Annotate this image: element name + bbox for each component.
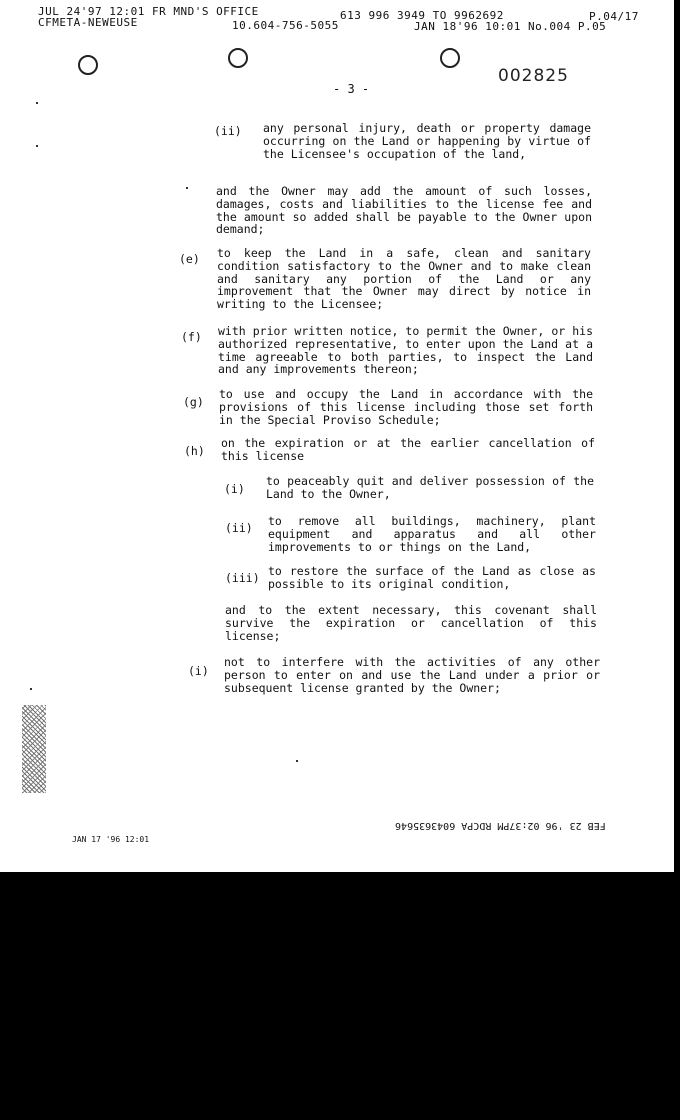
item-text: to keep the Land in a safe, clean and sanitary condition satisfactory to the Owner and to make clean and sanitary any portion of the Land or any improvement that the Owner may direct by notice in writing to the Licensee; xyxy=(217,246,591,312)
fax-header-number: 10.604-756-5055 xyxy=(232,19,339,32)
item-text: and to the extent necessary, this covenant shall survive the expiration or cancellation of this license; xyxy=(225,603,597,643)
item-text: on the expiration or at the earlier cancellation of this license xyxy=(221,436,595,463)
fax-header-line1: JUL 24'97 12:01 FR MND'S OFFICE xyxy=(38,5,259,18)
scan-speck xyxy=(36,145,38,147)
scan-speck xyxy=(36,102,38,104)
item-label: (iii) xyxy=(225,571,260,585)
item-label: (f) xyxy=(181,330,202,344)
footer-timestamp: JAN 17 '96 12:01 xyxy=(72,835,150,844)
item-label: (h) xyxy=(184,444,205,458)
item-label: (e) xyxy=(179,252,200,266)
item-label: (g) xyxy=(183,395,204,409)
item-text: to restore the surface of the Land as close as possible to its original condition, xyxy=(268,564,596,591)
page-number: - 3 - xyxy=(333,82,370,96)
item-label: (i) xyxy=(224,482,245,496)
fax-header-right-line2: JAN 18'96 10:01 No.004 P.05 xyxy=(414,20,607,33)
scan-speck xyxy=(296,760,298,762)
fax-page-top: P.04/17 xyxy=(589,10,639,23)
item-text: with prior written notice, to permit the Owner, or his authorized representative, to enter upon the Land at a time agreeable to both parties, to inspect the Land and any improvements thereon; xyxy=(218,324,593,377)
punch-hole-icon xyxy=(440,48,460,68)
punch-hole-icon xyxy=(228,48,248,68)
scan-noise xyxy=(22,705,46,793)
scan-speck xyxy=(30,688,32,690)
item-label: (i) xyxy=(188,664,209,678)
document-stamp: 002825 xyxy=(498,66,569,86)
punch-hole-icon xyxy=(78,55,98,75)
scan-speck xyxy=(186,187,188,189)
item-label: (ii) xyxy=(214,124,242,138)
item-text: to peaceably quit and deliver possession of the Land to the Owner, xyxy=(266,474,594,501)
item-label: (ii) xyxy=(225,521,253,535)
item-text: to use and occupy the Land in accordance with the provisions of this license including those set forth in the Special Proviso Schedule; xyxy=(219,387,593,427)
fax-header-line2: CFMETA-NEWEUSE xyxy=(38,16,138,29)
fax-header-right-line1: 613 996 3949 TO 9962692 xyxy=(340,9,504,22)
item-text: any personal injury, death or property damage occurring on the Land or happening by virtue of the Licensee's occupation of the land, xyxy=(263,121,591,161)
item-text: to remove all buildings, machinery, plant equipment and apparatus and all other improvements to or things on the Land, xyxy=(268,514,596,554)
footer-inverted-header: FEB 23 '96 02:37PM RDCPA 6043635646 xyxy=(395,820,606,831)
item-text: and the Owner may add the amount of such losses, damages, costs and liabilities to the license fee and the amount so added shall be payable to the Owner upon demand; xyxy=(216,184,592,237)
item-text: not to interfere with the activities of any other person to enter on and use the Land under a prior or subsequent license granted by the Owner; xyxy=(224,655,600,695)
